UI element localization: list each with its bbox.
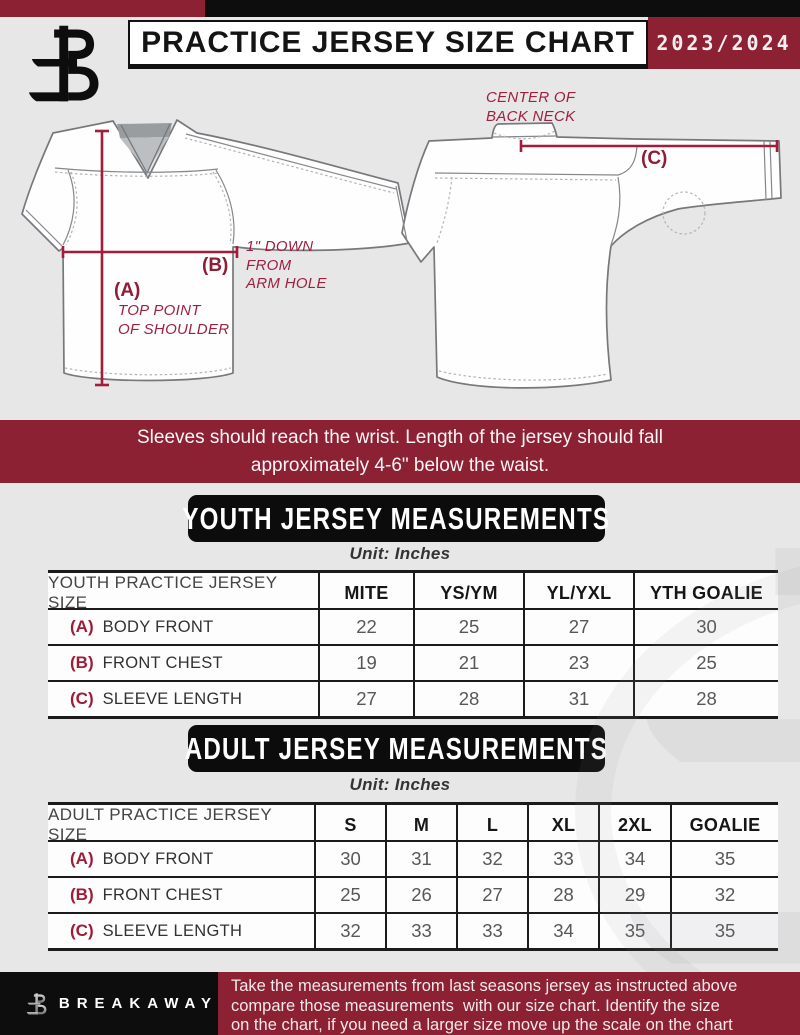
season-badge — [648, 17, 800, 69]
fit-notice-line2: approximately 4-6" below the waist. — [250, 454, 550, 476]
page-title: PRACTICE JERSEY SIZE CHART — [141, 26, 635, 59]
table-row: (C) SLEEVE LENGTH 32 33 33 34 35 35 — [48, 912, 778, 948]
adult-size-table — [48, 802, 778, 951]
footer-instructions — [218, 972, 800, 1035]
adult-table-header-row: ADULT PRACTICE JERSEY SIZE S M L XL 2XL GOALIE — [48, 805, 778, 840]
page-title-box — [128, 20, 648, 69]
footer-line1: Take the measurements from last seasons jersey as instructed above — [231, 977, 738, 995]
adult-section-banner: ADULT JERSEY MEASUREMENTS — [188, 725, 605, 772]
season-label: 2023/2024 — [656, 31, 792, 55]
top-strip-black — [205, 0, 800, 17]
fit-notice-line1: Sleeves should reach the wrist. Length of the jersey should fall — [137, 426, 663, 448]
shoulder-note: TOP POINT OF SHOULDER — [118, 302, 230, 338]
youth-size-table — [48, 570, 778, 719]
youth-section-banner: YOUTH JERSEY MEASUREMENTS — [188, 495, 605, 542]
table-row: (B) FRONT CHEST 19 21 23 25 — [48, 644, 778, 680]
youth-unit-label: Unit: Inches — [349, 544, 451, 563]
marker-b-label: (B) — [202, 255, 229, 276]
youth-table-header-row: YOUTH PRACTICE JERSEY SIZE MITE YS/YM YL/YXL YTH GOALIE — [48, 573, 778, 608]
table-row: (C) SLEEVE LENGTH 27 28 31 28 — [48, 680, 778, 716]
table-row: (A) BODY FRONT 30 31 32 33 34 35 — [48, 840, 778, 876]
marker-a-label: (A) — [114, 280, 141, 301]
footer-line3: on the chart, if you need a larger size move up the scale on the chart — [231, 1016, 733, 1034]
marker-c-label: (C) — [641, 148, 668, 169]
top-strip-maroon — [0, 0, 205, 17]
fit-notice-banner — [0, 420, 800, 483]
footer-brand-block — [0, 972, 218, 1035]
brand-name: BREAKAWAY — [58, 995, 218, 1012]
jersey-diagram — [0, 88, 800, 422]
footer-line2: compare those measurements with our size chart. Identify the size — [231, 996, 720, 1015]
back-neck-note: CENTER OF BACK NECK — [486, 89, 576, 125]
breakaway-b-footer-icon — [26, 987, 47, 1021]
adult-unit-label: Unit: Inches — [349, 775, 451, 794]
armhole-note: 1" DOWN FROM ARM HOLE — [246, 238, 327, 292]
table-row: (B) FRONT CHEST 25 26 27 28 29 32 — [48, 876, 778, 912]
table-row: (A) BODY FRONT 22 25 27 30 — [48, 608, 778, 644]
